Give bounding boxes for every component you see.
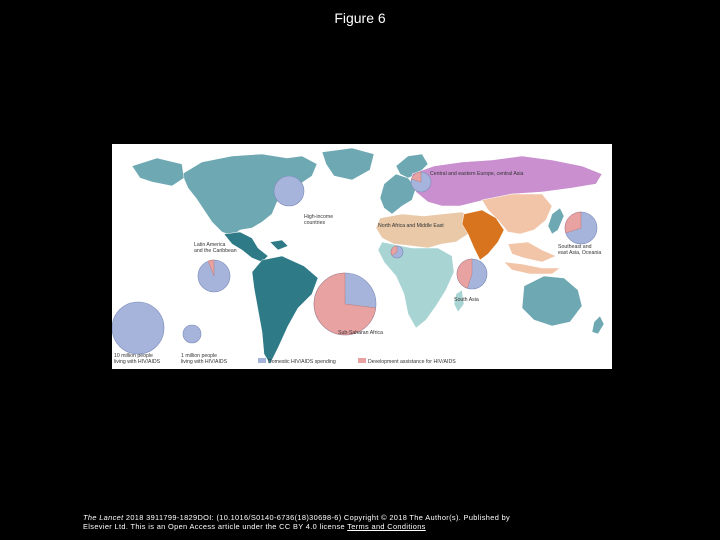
legend-size-large-label: 10 million people living with HIV/AIDS: [114, 353, 161, 365]
legend-domestic-swatch: [258, 358, 266, 363]
legend-domestic-label: Domestic HIV/AIDS spending: [268, 359, 336, 365]
label-latin-america: Latin America and the Caribbean: [194, 242, 237, 254]
citation-journal: The Lancet: [83, 513, 124, 522]
label-high-income: High-income countries: [304, 214, 334, 226]
world-map-figure: [112, 144, 612, 369]
slide-title: Figure 6: [334, 10, 386, 26]
pie-south-asia: [457, 259, 487, 289]
pie-high-income-countries: [274, 176, 304, 206]
label-central-eastern-europe: Central and eastern Europe, central Asia: [430, 171, 524, 177]
citation: [83, 513, 523, 531]
label-sub-saharan-africa: Sub-Saharan Africa: [338, 330, 383, 336]
world-map: [112, 144, 612, 369]
pie-north-africa-and-middle-east: [391, 246, 403, 258]
pie-southeast-and-east-asia-oceania: [565, 212, 597, 244]
legend-size-large-circle: [112, 302, 164, 354]
citation-text: 2018 3911799-1829DOI: (10.1016/S0140-6736(18)30698-6) Copyright © 2018 The Author(s). Published by Elsevier Ltd. This is an Open Access article under the CC BY 4.0 license: [83, 513, 511, 531]
terms-and-conditions-link[interactable]: Terms and Conditions: [347, 522, 426, 531]
label-north-africa-middle-east: North Africa and Middle East: [378, 223, 444, 229]
legend-dah-swatch: [358, 358, 366, 363]
legend-dah-label: Development assistance for HIV/AIDS: [368, 359, 456, 365]
pie-latin-america-and-the-caribbean: [198, 260, 230, 292]
label-south-asia: South Asia: [454, 297, 479, 303]
pie-domestic-slice: [274, 176, 304, 206]
label-southeast-east-asia: Southeast and east Asia, Oceania: [558, 244, 602, 256]
pie-central-and-eastern-europe-central-asia: [411, 172, 431, 192]
legend-size-small-label: 1 million people living with HIV/AIDS: [181, 353, 228, 365]
legend-size-small-circle: [183, 325, 201, 343]
pie-sub-saharan-africa: [314, 273, 376, 335]
